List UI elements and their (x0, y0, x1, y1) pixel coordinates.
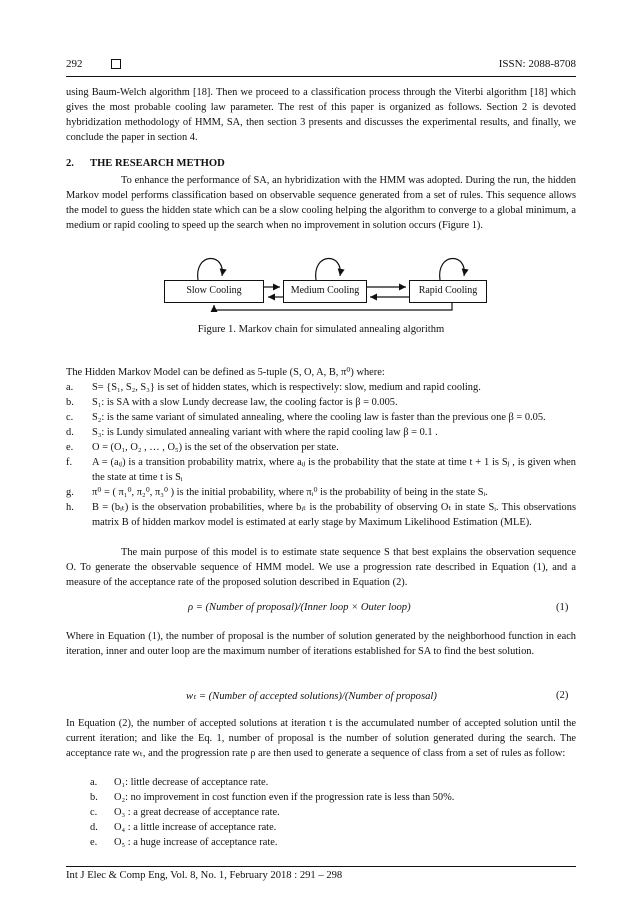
method-text: To enhance the performance of SA, an hybridization with the HMM was adopted. During the run, the hidden Markov model performs classification based on observable sequence generated from a set of rules. This sequence allows the model to guess the hidden state which can be a slow cooling helping the algorithm to converge to a global minimum, a medium or rapid cooling to speed up the search when no improvement in solution occurs (Figure 1). (66, 175, 576, 231)
footer-rule (66, 866, 576, 867)
list-item: c. S₂: is the same variant of simulated annealing, where the cooling law is faster than the previous one β = 0.05. (66, 412, 546, 423)
equation-1-number: (1) (556, 602, 569, 613)
intro-text: using Baum-Welch algorithm [18]. Then we proceed to a classification process through the Viterbi algorithm [18] which gives the most probable cooling law parameter. The rest of this paper is organized as follows. Section 2 is devoted hybridization methodology of HMM, SA, then section 3 presents and discusses the experimental results, and finally, we conclude the paper in section 4. (66, 87, 576, 143)
figure-caption: Figure 1. Markov chain for simulated annealing algorithm (197, 324, 445, 335)
hmm-definition-list (66, 380, 576, 530)
list-item: d. S₃: is Lundy simulated annealing variant with where the rapid cooling law β = 0.1 . (66, 427, 438, 438)
list-item: c. O₃ : a great decrease of acceptance rate. (90, 807, 280, 818)
list-item: a. O₁: little decrease of acceptance rate. (90, 777, 269, 788)
purpose-paragraph (66, 545, 576, 590)
page-footer: Int J Elec & Comp Eng, Vol. 8, No. 1, February 2018 : 291 – 298 (66, 870, 343, 881)
node-rapid-cooling: Rapid Cooling (409, 280, 487, 303)
node-medium-cooling: Medium Cooling (283, 280, 367, 303)
list-item: b. S₁: is SA with a slow Lundy decrease law, the cooling factor is β = 0.005. (66, 397, 398, 408)
node-slow-cooling: Slow Cooling (164, 280, 264, 303)
eq1-paragraph (66, 629, 576, 659)
issn-label: ISSN: 2088-8708 (498, 58, 576, 70)
list-item: e. O = (O₁, O₂ , … , O₅) is the set of the observation per state. (66, 442, 339, 453)
list-item: h. B = (bᵢₜ) is the observation probabilities, where bᵢₜ is the probability of observing Oₜ in state Sᵢ. This observations matrix B of hidden markov model is estimated at early stage by Maximum Likelihood Estimation (MLE). (66, 502, 576, 528)
section-title: THE RESEARCH METHOD (90, 158, 225, 169)
list-item: f. A = (aᵢⱼ) is a transition probability matrix, where aᵢⱼ is the probability that the state at time t + 1 is Sⱼ , is given when the state at time t is Sᵢ (66, 457, 576, 483)
hmm-intro (66, 365, 576, 380)
self-loop-rapid (440, 258, 465, 280)
section-number: 2. (66, 158, 74, 169)
list-item: g. π⁰ = ( π₁⁰, π₂⁰, π₃⁰ ) is the initial probability, where πᵢ⁰ is the probability of being in the state Sᵢ. (66, 487, 488, 498)
eq2-paragraph (66, 716, 576, 761)
list-item: d. O₄ : a little increase of acceptance rate. (90, 822, 277, 833)
self-loop-slow (198, 258, 223, 280)
list-item: b. O₂: no improvement in cost function even if the progression rate is less than 50%. (90, 792, 455, 803)
page-number: 292 (66, 58, 83, 70)
rules-list (90, 775, 576, 850)
eq1-text: Where in Equation (1), the number of proposal is the number of solution generated by the neighborhood function in each iteration, inner and outer loop are the maximum number of iterations established for SA to find the best solution. (66, 631, 576, 657)
self-loop-medium (316, 258, 341, 280)
equation-2-number: (2) (556, 690, 569, 701)
purpose-text: The main purpose of this model is to estimate state sequence S that best explains the observation sequence O. To generate the observable sequence of HMM model. We use a progression rate described in Equation (1), and a measure of the acceptance rate of the proposed solution described in Equation (2). (66, 547, 576, 588)
list-item: e. O₅ : a huge increase of acceptance rate. (90, 837, 278, 848)
list-item: a. S= {S₁, S₂, S₃} is set of hidden states, which is respectively: slow, medium and rapid cooling. (66, 382, 481, 393)
equation-1: ρ = (Number of proposal)/(Inner loop × Outer loop) (188, 602, 411, 613)
hmm-intro-text: The Hidden Markov Model can be defined as 5-tuple (S, O, A, B, π⁰) where: (66, 367, 385, 378)
eq2-text: In Equation (2), the number of accepted solutions at iteration t is the accumulated number of accepted solution until the current iteration; and like the Eq. 1, number of proposal is the number of solution generated during the search. The acceptance rate wₜ, and the progression rate ρ are then used to generate a sequence of class from a set of rules as follow: (66, 718, 576, 759)
equation-2: wₜ = (Number of accepted solutions)/(Number of proposal) (186, 691, 437, 702)
